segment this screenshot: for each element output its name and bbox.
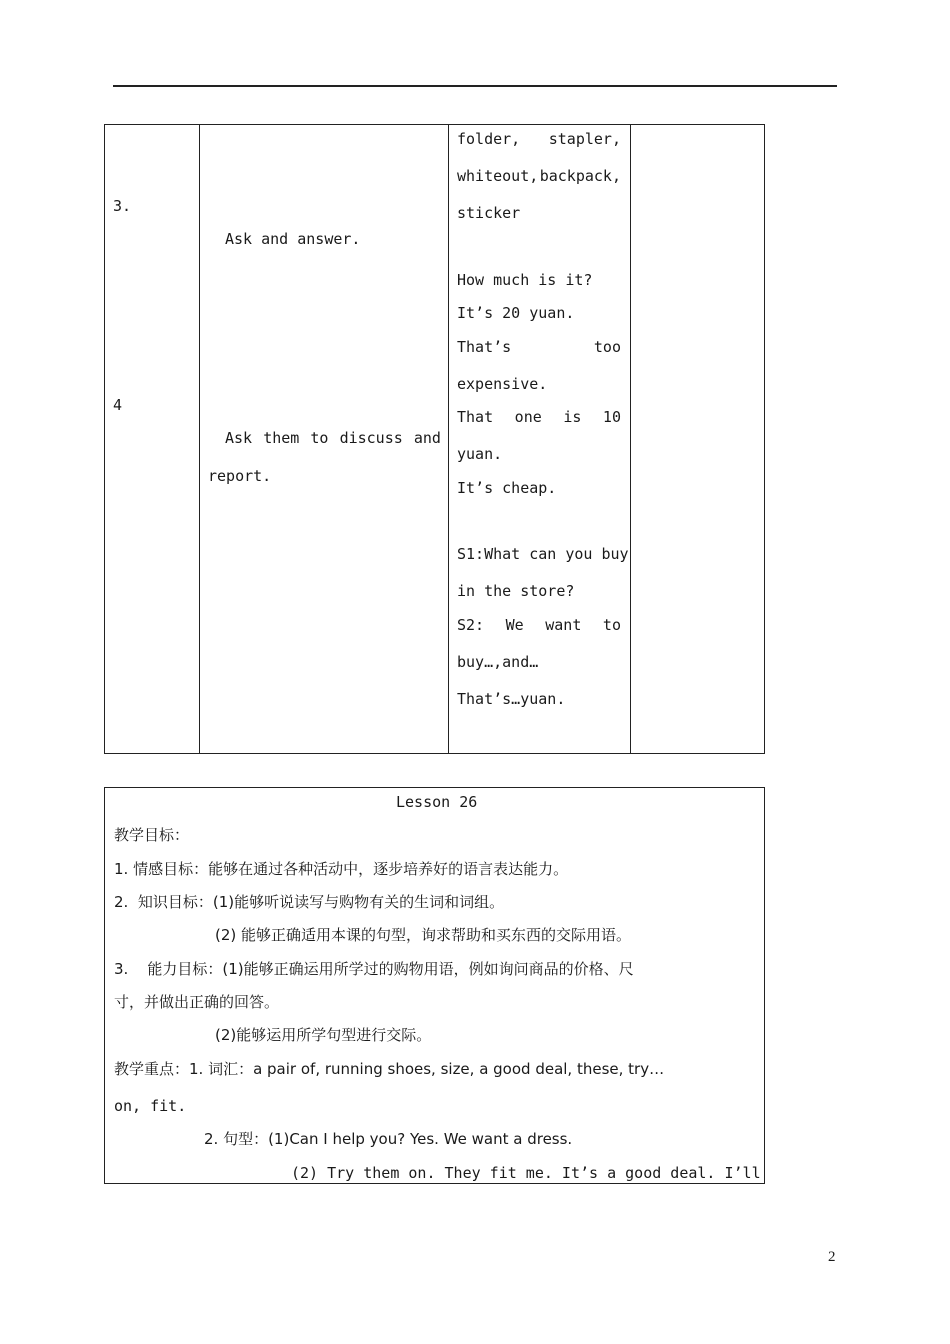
word: discuss <box>339 429 403 447</box>
word: one <box>514 408 542 426</box>
word: to <box>602 616 621 634</box>
goals-heading: 教学目标： <box>114 826 190 844</box>
key-points-sentence-2: (2) Try them on. They fit me. It’s a good deal. I’ll <box>291 1164 761 1182</box>
lesson-title: Lesson 26 <box>396 793 478 811</box>
goal-3: 3. 能力目标：(1)能够正确运用所学过的购物用语，例如询问商品的价格、尺 <box>114 960 634 978</box>
word: That <box>457 408 494 426</box>
activity-ask-answer: Ask and answer. <box>225 230 361 248</box>
dialogue-answer-1: It’s 20 yuan. <box>457 304 575 322</box>
word: We <box>505 616 524 634</box>
word: stapler, <box>548 130 621 148</box>
goal-3-b: (2)能够运用所学句型进行交际。 <box>215 1026 432 1044</box>
word: is <box>563 408 582 426</box>
s2-line-1 <box>457 615 621 635</box>
dialogue-answer-3-line1 <box>457 407 621 427</box>
dialogue-answer-3-line2: yuan. <box>457 445 503 463</box>
word: That’s <box>457 338 512 356</box>
vocab-line-2 <box>457 166 621 186</box>
step-number-4: 4 <box>113 396 123 414</box>
dialogue-answer-2-line2: expensive. <box>457 375 548 393</box>
goal-1: 1. 情感目标：能够在通过各种活动中，逐步培养好的语言表达能力。 <box>114 860 569 878</box>
column-divider <box>630 125 631 753</box>
s1-line-1: S1:What can you buy <box>457 545 629 563</box>
page-number: 2 <box>828 1249 836 1265</box>
s2-line-2: buy…,and… <box>457 653 539 671</box>
goal-3-continued: 寸，并做出正确的回答。 <box>114 993 280 1011</box>
activity-discuss-line1 <box>225 428 441 448</box>
key-points-sentence: 2. 句型：(1)Can I help you? Yes. We want a dress. <box>204 1130 573 1148</box>
key-points-vocab: 教学重点：1. 词汇：a pair of, running shoes, size, a good deal, these, try… <box>114 1060 665 1078</box>
word: to <box>310 429 329 447</box>
lesson-steps-table <box>104 124 765 754</box>
goal-2-b: (2) 能够正确适用本课的句型，询求帮助和买东西的交际用语。 <box>215 926 632 944</box>
word: backpack, <box>539 167 621 185</box>
word: them <box>263 429 300 447</box>
word: S2: <box>457 616 485 634</box>
word: Ask <box>225 429 253 447</box>
dialogue-answer-2-line1 <box>457 337 621 357</box>
vocab-line-3: sticker <box>457 204 521 222</box>
s1-line-2: in the store? <box>457 582 575 600</box>
word: want <box>545 616 582 634</box>
column-divider <box>448 125 449 753</box>
word: too <box>593 338 621 356</box>
word: whiteout, <box>457 167 539 185</box>
key-points-vocab-cont: on, fit. <box>114 1097 187 1115</box>
word: and <box>413 429 441 447</box>
s2-line-3: That’s…yuan. <box>457 690 566 708</box>
goal-2: 2. 知识目标：(1)能够听说读写与购物有关的生词和词组。 <box>114 893 505 911</box>
dialogue-question: How much is it? <box>457 271 593 289</box>
header-rule <box>113 85 837 87</box>
vocab-line-1 <box>457 129 621 149</box>
lesson-26-objectives-box <box>104 787 765 1184</box>
word: folder, <box>457 130 521 148</box>
step-number-3: 3. <box>113 197 132 215</box>
activity-discuss-line2: report. <box>208 467 272 485</box>
dialogue-answer-4: It’s cheap. <box>457 479 557 497</box>
column-divider <box>199 125 200 753</box>
word: 10 <box>602 408 621 426</box>
